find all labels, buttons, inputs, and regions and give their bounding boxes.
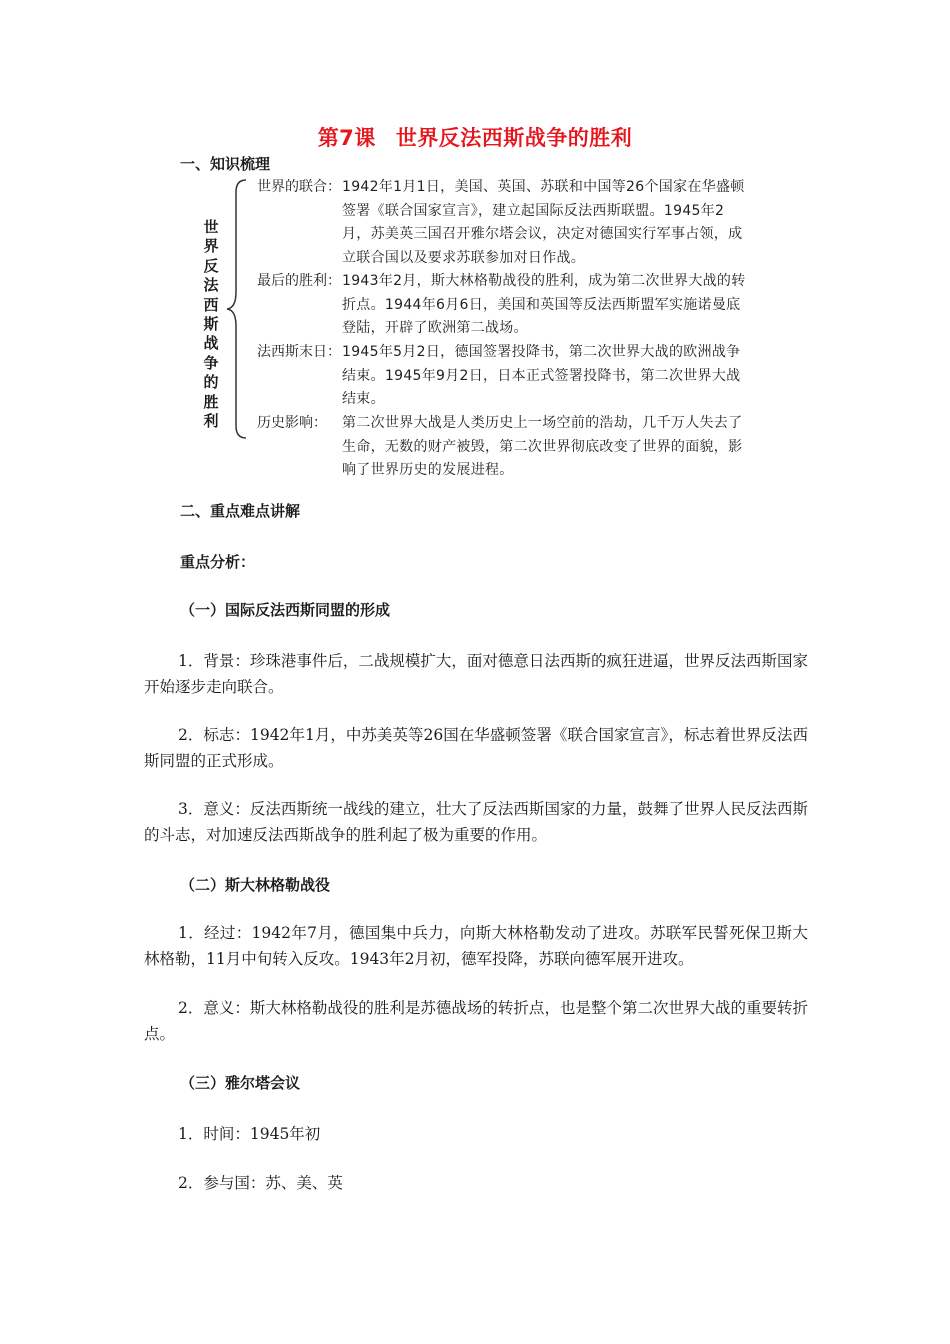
- mindmap-item-fascism-end: [257, 341, 750, 412]
- mindmap-item-label: 世界的联合：: [257, 179, 341, 195]
- mindmap-item-text: 1943年2月，斯大林格勒战役的胜利，成为第二次世界大战的转折点。1944年6月6日，美国和英国等反法西斯盟军实施诺曼底登陆，开辟了欧洲第二战场。: [342, 273, 746, 336]
- mindmap-item-label: 历史影响：: [257, 415, 327, 431]
- mindmap-item-label: 法西斯末日：: [257, 344, 341, 360]
- mindmap-root-label: 世界反法西斯战争的胜利: [203, 218, 219, 431]
- paragraph: 2．参与国：苏、美、英: [178, 1174, 343, 1192]
- analysis-heading: 重点分析：: [180, 553, 256, 571]
- paragraph: 1．经过：1942年7月，德国集中兵力，向斯大林格勒发动了进攻。苏联军民誓死保卫斯大林格勒，11月中旬转入反攻。1943年2月初，德军投降，苏联向德军展开进攻。: [144, 924, 808, 968]
- mindmap-item-label: 最后的胜利：: [257, 273, 341, 289]
- paragraph: 1．背景：珍珠港事件后，二战规模扩大，面对德意日法西斯的疯狂进逼，世界反法西斯国家开始逐步走向联合。: [144, 652, 808, 696]
- mindmap-item-text: 第二次世界大战是人类历史上一场空前的浩劫，几千万人失去了生命，无数的财产被毁，第二次世界彻底改变了世界的面貌，影响了世界历史的发展进程。: [342, 415, 743, 478]
- paragraph: 2．标志：1942年1月，中苏美英等26国在华盛顿签署《联合国家宣言》，标志着世界反法西斯同盟的正式形成。: [144, 726, 808, 770]
- paragraph: 1．时间：1945年初: [178, 1125, 321, 1143]
- mindmap-item-text: 1942年1月1日，美国、英国、苏联和中国等26个国家在华盛顿签署《联合国家宣言》，建立起国际反法西斯联盟。1945年2月，苏美英三国召开雅尔塔会议，决定对德国实行军事占领，成立联合国以及要求苏联参加对日作战。: [342, 179, 745, 266]
- mindmap-item-impact: [257, 412, 750, 483]
- section-heading-key-points: 二、重点难点讲解: [180, 502, 301, 520]
- section-heading-knowledge: 一、知识梳理: [180, 155, 271, 173]
- subheading-stalingrad: （二）斯大林格勒战役: [180, 876, 331, 894]
- paragraph: 2．意义：斯大林格勒战役的胜利是苏德战场的转折点，也是整个第二次世界大战的重要转折点。: [144, 999, 808, 1043]
- subheading-alliance-formation: （一）国际反法西斯同盟的形成: [180, 601, 391, 619]
- paragraph: 3．意义：反法西斯统一战线的建立，壮大了反法西斯国家的力量，鼓舞了世界人民反法西斯的斗志，对加速反法西斯战争的胜利起了极为重要的作用。: [144, 800, 808, 844]
- mindmap-item-alliance: [257, 176, 750, 270]
- subheading-yalta: （三）雅尔塔会议: [180, 1074, 301, 1092]
- lesson-number: 第7课: [317, 126, 376, 150]
- mindmap-item-text: 1945年5月2日，德国签署投降书，第二次世界大战的欧洲战争结束。1945年9月2日，日本正式签署投降书，第二次世界大战结束。: [342, 344, 741, 407]
- mindmap-brace: [224, 178, 248, 440]
- page-title: [0, 122, 950, 152]
- lesson-topic: 世界反法西斯战争的胜利: [395, 126, 633, 150]
- mindmap-item-victory: [257, 270, 750, 341]
